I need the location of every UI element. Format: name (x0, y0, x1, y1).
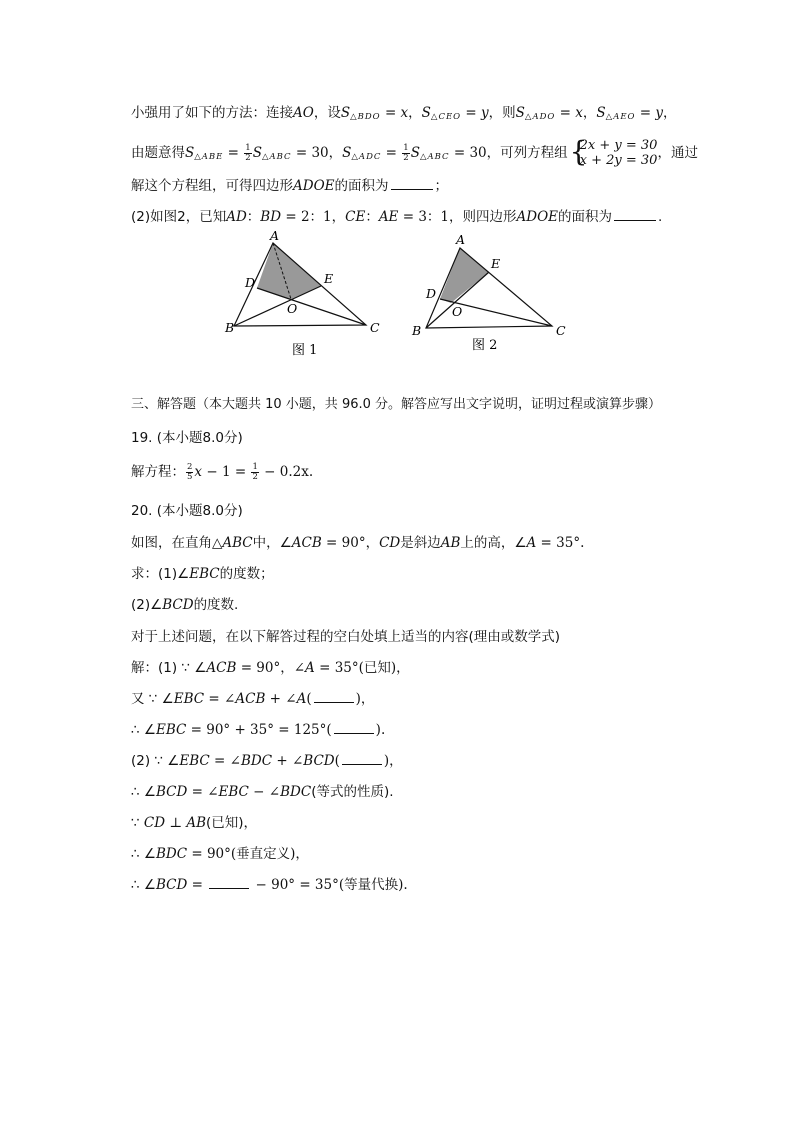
text: (等式的性质). (311, 784, 394, 800)
text: = 90°，∠ (236, 660, 306, 676)
math: BDC (280, 784, 312, 800)
math: BCD (162, 597, 194, 613)
text: ∵ (131, 815, 144, 831)
math-S: S (410, 145, 420, 161)
subscript: △BDO (350, 112, 381, 122)
q20-line-1 (131, 533, 584, 553)
q20-step-7 (131, 844, 309, 864)
q20-step-5 (131, 782, 394, 802)
text: 的度数； (219, 566, 274, 582)
denominator: 5 (187, 471, 193, 482)
brace-icon: { (569, 135, 588, 168)
text: (2) ∵ ∠ (131, 753, 180, 769)
math: ACB (291, 535, 322, 551)
math: = x (380, 105, 409, 121)
caption-figure-1: 图 1 (292, 343, 318, 358)
figure-1 (224, 228, 380, 358)
q20-step-8 (131, 875, 408, 895)
text: ； (434, 178, 448, 194)
text: = 90° + 35° = 125°( (186, 722, 332, 738)
text: 小强用了如下的方法：连接 (131, 105, 293, 121)
text: = 35°(已知)， (314, 660, 410, 676)
math-AD: AD (226, 209, 247, 225)
math: AB (186, 815, 206, 831)
segment-DC-1 (257, 288, 366, 325)
math-S: S (340, 105, 351, 121)
q20-line-3 (131, 595, 238, 615)
text: 是斜边 (400, 535, 441, 551)
math-S: S (515, 105, 525, 121)
text: + ∠ (265, 691, 297, 707)
text: 由题意得 (131, 145, 185, 161)
text: ( (334, 753, 340, 769)
text: = ∠ (187, 784, 219, 800)
math: ACB (206, 660, 237, 676)
section-heading: 三、解答题（本大题共 10 小题，共 96.0 分。解答应写出文字说明，证明过程或演算步骤） (131, 397, 662, 412)
text: 解：(1) ∵ ∠ (131, 660, 207, 676)
math: = 30 (291, 145, 329, 161)
text: + ∠ (272, 753, 304, 769)
label-B: B (225, 320, 235, 335)
math: BCD (155, 877, 188, 893)
caption-figure-2: 图 2 (472, 338, 498, 353)
text: 的面积为 (558, 209, 612, 225)
label-A: A (456, 232, 466, 247)
text: 解方程： (131, 464, 185, 480)
numerator: 2 (187, 461, 193, 472)
answer-blank[interactable] (314, 690, 354, 703)
text: = 35°. (536, 535, 585, 551)
math: − 0.2x. (259, 464, 314, 480)
text: (已知)， (206, 815, 258, 831)
label-E: E (491, 256, 501, 271)
label-O: O (287, 301, 298, 316)
math: BCD (155, 784, 188, 800)
math: EBC (173, 691, 205, 707)
subscript: △ABC (261, 152, 292, 162)
line-2: 由题意得$S_{\triangle ABE}$ = $\frac{1}{2}$ $S_{\triangle ABC} = 30$，$S_{\triangle ADC}$ = $\frac{1}{2}$ $S_{\triangle ABC} = 30$，可列方程组 { 2x + y = 30 x + 2y = 30 ，通过 (131, 135, 698, 168)
text: ， (408, 105, 422, 121)
subscript: △ABC (419, 152, 450, 162)
text: = (187, 877, 208, 893)
text: ∴ ∠ (131, 722, 156, 738)
label-E: E (324, 271, 334, 286)
q20-step-3 (131, 720, 385, 740)
text: 上的高，∠ (460, 535, 527, 551)
label-B: B (412, 323, 422, 338)
denominator: 2 (403, 152, 409, 163)
math-ADOE: ADOE (293, 178, 335, 194)
text: ，可列方程组 (486, 145, 568, 161)
text: ，则 (488, 105, 516, 121)
math: CD (379, 535, 401, 551)
text: ⊥ (165, 815, 187, 831)
math: BDC (240, 753, 273, 769)
math: x (194, 464, 203, 480)
text: ， (328, 145, 343, 161)
math: CD (143, 815, 166, 831)
math: AB (440, 535, 461, 551)
math-CE: CE (345, 209, 366, 225)
q20-line-4: 对于上述问题，在以下解答过程的空白处填上适当的内容(理由或数学式) (131, 629, 561, 645)
label-A: A (270, 228, 280, 243)
math-ADOE: ADOE (516, 209, 558, 225)
math: BDC (155, 846, 188, 862)
equation-1: 2x + y = 30 (579, 138, 658, 153)
label-D: D (426, 286, 437, 301)
math: A (305, 660, 315, 676)
text: ： (246, 209, 261, 225)
text: = ∠ (209, 753, 241, 769)
label-O: O (452, 304, 463, 319)
fraction (251, 463, 258, 482)
math: = 30 (449, 145, 487, 161)
text: ( (306, 691, 312, 707)
text: ， (582, 105, 597, 121)
equation-2: x + 2y = 30 (579, 153, 658, 168)
subscript: △ADC (351, 152, 382, 162)
q20-header: 20. (本小题8.0分) (131, 503, 243, 519)
denominator: 2 (245, 152, 251, 163)
subscript: △ABE (194, 152, 224, 162)
text: = 2：1， (281, 209, 346, 225)
subscript: △AEO (605, 112, 636, 122)
figures (0, 0, 794, 370)
text: 又 ∵ ∠ (131, 691, 174, 707)
text: − ∠ (248, 784, 281, 800)
math: = y (635, 105, 664, 121)
shaded-ADOE-2 (440, 248, 489, 303)
answer-blank[interactable] (342, 752, 382, 765)
q20-line-2 (131, 564, 274, 584)
text: (2)如图2，已知 (131, 209, 227, 225)
math: ACB (235, 691, 266, 707)
figure-2 (411, 232, 566, 353)
text: ，通过 (657, 145, 698, 161)
q19-header: 19. (本小题8.0分) (131, 430, 243, 446)
numerator: 1 (245, 142, 251, 153)
label-C: C (556, 323, 566, 338)
text: 的面积为 (334, 178, 389, 194)
math-AO: AO (293, 105, 314, 121)
text: ∴ ∠ (131, 877, 156, 893)
math: EBC (155, 722, 187, 738)
answer-blank[interactable] (209, 876, 249, 889)
text: = 90°(垂直定义)， (187, 846, 309, 862)
math-AE: AE (378, 209, 399, 225)
text: (2)∠ (131, 597, 163, 613)
text: ∴ ∠ (131, 784, 156, 800)
q20-step-4 (131, 751, 403, 771)
text: 如图，在直角△ (131, 535, 223, 551)
text: )， (383, 753, 403, 769)
label-C: C (370, 320, 380, 335)
text: )， (355, 691, 375, 707)
math: EBC (189, 566, 220, 582)
math-S: S (342, 145, 352, 161)
math-S: S (596, 105, 606, 121)
q20-step-6 (131, 813, 257, 833)
text: 求：(1)∠ (131, 566, 190, 582)
numerator: 1 (252, 461, 258, 472)
text: − 90° = 35°(等量代换). (251, 877, 408, 893)
text: 解这个方程组，可得四边形 (131, 178, 293, 194)
math-S: S (252, 145, 262, 161)
text: ). (375, 722, 386, 738)
text: 的度数. (193, 597, 239, 613)
denominator: 2 (252, 471, 258, 482)
label-D: D (245, 275, 256, 290)
math: ABC (222, 535, 253, 551)
math: = x (555, 105, 583, 121)
text: = 90°， (321, 535, 380, 551)
text: . (658, 209, 663, 225)
numerator: 1 (403, 142, 409, 153)
subscript: △CEO (430, 112, 462, 122)
math: − 1 = (202, 464, 251, 480)
math: A (296, 691, 307, 707)
text: ， (663, 105, 677, 121)
answer-blank[interactable] (334, 721, 374, 734)
math: EBC (179, 753, 210, 769)
math: BCD (303, 753, 335, 769)
text: 中，∠ (252, 535, 292, 551)
math-BD: BD (260, 209, 282, 225)
q19-equation (131, 462, 313, 482)
math-S: S (185, 145, 195, 161)
math-S: S (421, 105, 431, 121)
subscript: △ADO (524, 112, 556, 122)
q20-step-2 (131, 689, 374, 709)
text: ： (365, 209, 379, 225)
fraction (186, 463, 193, 482)
math: A (526, 535, 537, 551)
math: EBC (218, 784, 249, 800)
text: ∴ ∠ (131, 846, 156, 862)
q20-step-1 (131, 658, 410, 678)
math: = y (461, 105, 489, 121)
text: ，设 (313, 105, 341, 121)
text: = 3：1，则四边形 (398, 209, 517, 225)
text: = ∠ (204, 691, 236, 707)
